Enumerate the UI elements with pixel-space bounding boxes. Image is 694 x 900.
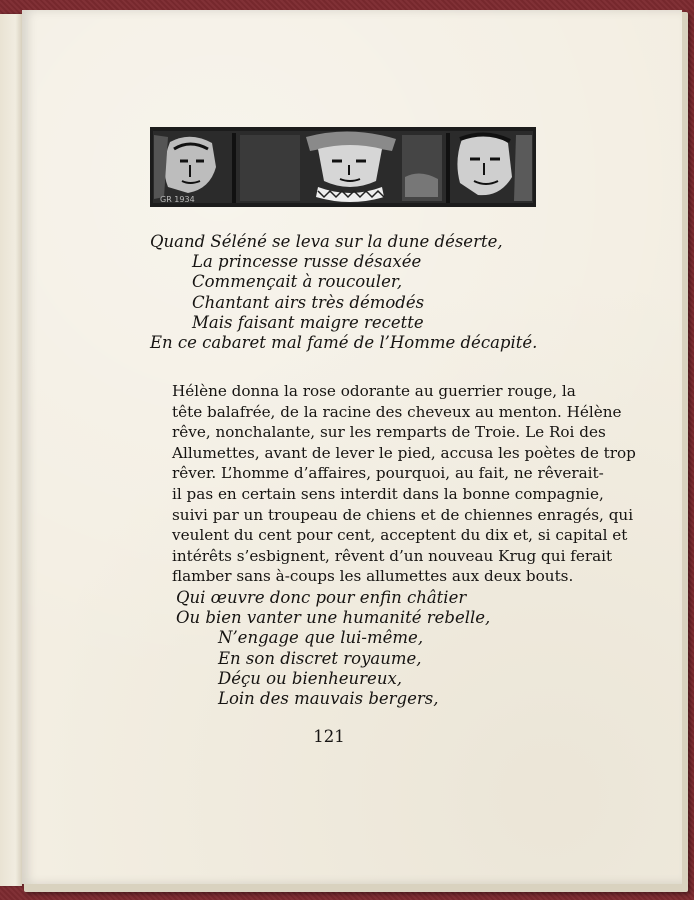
verse-stanza-1 [150,232,537,353]
woodcut-monogram: GR 1934 [160,195,195,204]
verse-line: Commençait à roucouler, [192,272,403,292]
woodcut-illustration [150,127,536,207]
book-page [22,10,682,884]
prose-line: il pas en certain sens interdit dans la bonne compagnie, [172,484,604,503]
prose-line: Hélène donna la rose odorante au guerrier rouge, la [172,382,576,400]
verse-line: Déçu ou bienheureux, [218,668,402,688]
prose-line: tête balafrée, de la racine des cheveux au menton. Hélène [172,402,622,421]
prose-paragraph [172,381,636,587]
prose-line: Allumettes, avant de lever le pied, accusa les poètes de trop [172,443,636,462]
woodcut-center-figure [240,131,442,202]
page-number: 121 [313,727,345,746]
verse-line: N’engage que lui-même, [218,628,424,648]
verse-line: Qui œuvre donc pour enfin châtier [176,588,467,607]
verse-line: En ce cabaret mal famé de l’Homme décapité. [150,333,538,353]
verse-line: Ou bien vanter une humanité rebelle, [176,608,491,628]
verse-line: Chantant airs très démodés [192,292,425,312]
verse-line: En son discret royaume, [218,648,422,668]
prose-line: rêve, nonchalante, sur les remparts de Troie. Le Roi des [172,423,606,442]
facing-page-edge [0,14,22,886]
prose-line: suivi par un troupeau de chiens et de chiennes enragés, qui [172,505,634,524]
prose-line: rêver. L’homme d’affaires, pourquoi, au fait, ne rêverait- [172,464,604,483]
prose-line: veulent du cent pour cent, acceptent du dix et, si capital et [172,526,628,545]
verse-stanza-2 [176,588,490,709]
verse-line: Quand Séléné se leva sur la dune déserte, [150,232,503,251]
verse-line: La princesse russe désaxée [192,252,422,272]
verse-line: Loin des mauvais bergers, [218,689,439,709]
prose-line: flamber sans à-coups les allumettes aux deux bouts. [172,567,574,586]
prose-line: intérêts s’esbignent, rêvent d’un nouveau Krug qui ferait [172,546,613,565]
verse-line: Mais faisant maigre recette [192,312,424,332]
